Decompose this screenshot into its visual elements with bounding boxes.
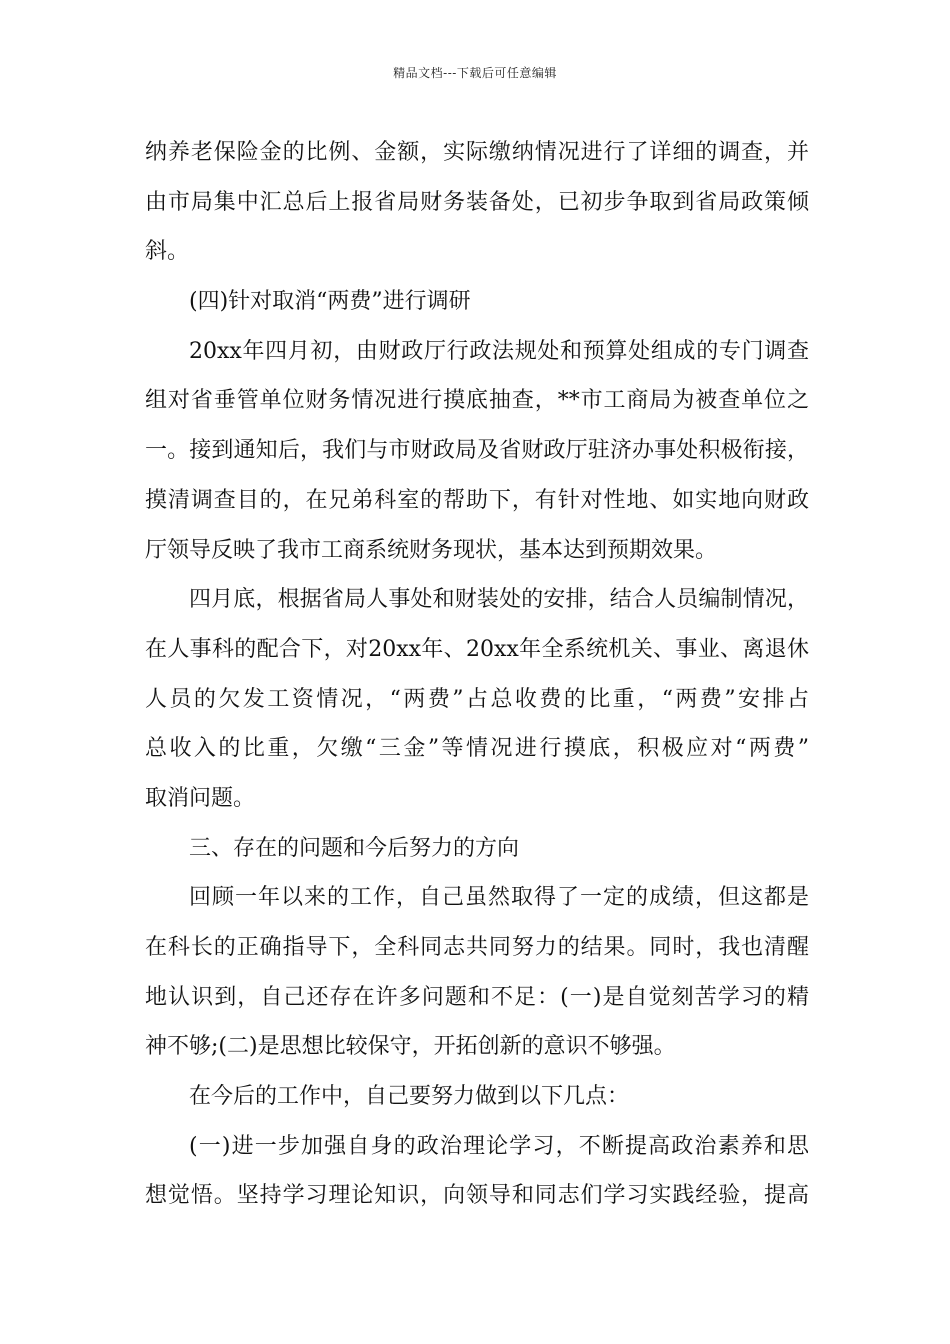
text-line: 由市局集中汇总后上报省局财务装备处，已初步争取到省局政策倾: [145, 189, 809, 215]
text-line: 组对省垂管单位财务情况进行摸底抽查，**市工商局为被查单位之: [145, 388, 809, 414]
section-heading: 三、存在的问题和今后努力的方向: [189, 835, 520, 861]
text-line: 神不够;(二)是思想比较保守，开拓创新的意识不够强。: [145, 1034, 676, 1060]
text-line: 在科长的正确指导下，全科同志共同努力的结果。同时，我也清醒: [145, 935, 809, 960]
page-header: 精品文档---下载后可任意编辑: [393, 66, 557, 80]
text-line: 一。接到通知后，我们与市财政局及省财政厅驻济办事处积极衔接，: [145, 438, 809, 464]
text-line: 想觉悟。坚持学习理论知识，向领导和同志们学习实践经验，提高: [145, 1183, 809, 1209]
text-line: 取消问题。: [145, 785, 256, 811]
text-line: 人员的欠发工资情况，“两费”占总收费的比重，“两费”安排占: [145, 686, 809, 712]
text-line: 地认识到，自己还存在许多问题和不足：(一)是自觉刻苦学习的精: [145, 984, 809, 1010]
text-line: 20xx年四月初，由财政厅行政法规处和预算处组成的专门调查: [189, 338, 809, 364]
text-line: 厅领导反映了我市工商系统财务现状，基本达到预期效果。: [145, 537, 718, 563]
document-body: [145, 128, 809, 1221]
text-line: 斜。: [145, 239, 190, 265]
section-heading: (四)针对取消“两费”进行调研: [189, 289, 471, 315]
text-line: 总收入的比重，欠缴“三金”等情况进行摸底，积极应对“两费”: [145, 736, 809, 762]
text-line: 在人事科的配合下，对20xx年、20xx年全系统机关、事业、离退休: [145, 636, 809, 662]
text-line: (一)进一步加强自身的政治理论学习，不断提高政治素养和思: [189, 1133, 809, 1159]
text-line: 回顾一年以来的工作，自己虽然取得了一定的成绩，但这都是: [189, 885, 809, 911]
text-line: 摸清调查目的，在兄弟科室的帮助下，有针对性地、如实地向财政: [145, 487, 809, 513]
text-line: 四月底，根据省局人事处和财装处的安排，结合人员编制情况，: [189, 587, 809, 613]
text-line: 在今后的工作中，自己要努力做到以下几点：: [189, 1084, 630, 1110]
text-line: 纳养老保险金的比例、金额，实际缴纳情况进行了详细的调查，并: [145, 140, 809, 165]
